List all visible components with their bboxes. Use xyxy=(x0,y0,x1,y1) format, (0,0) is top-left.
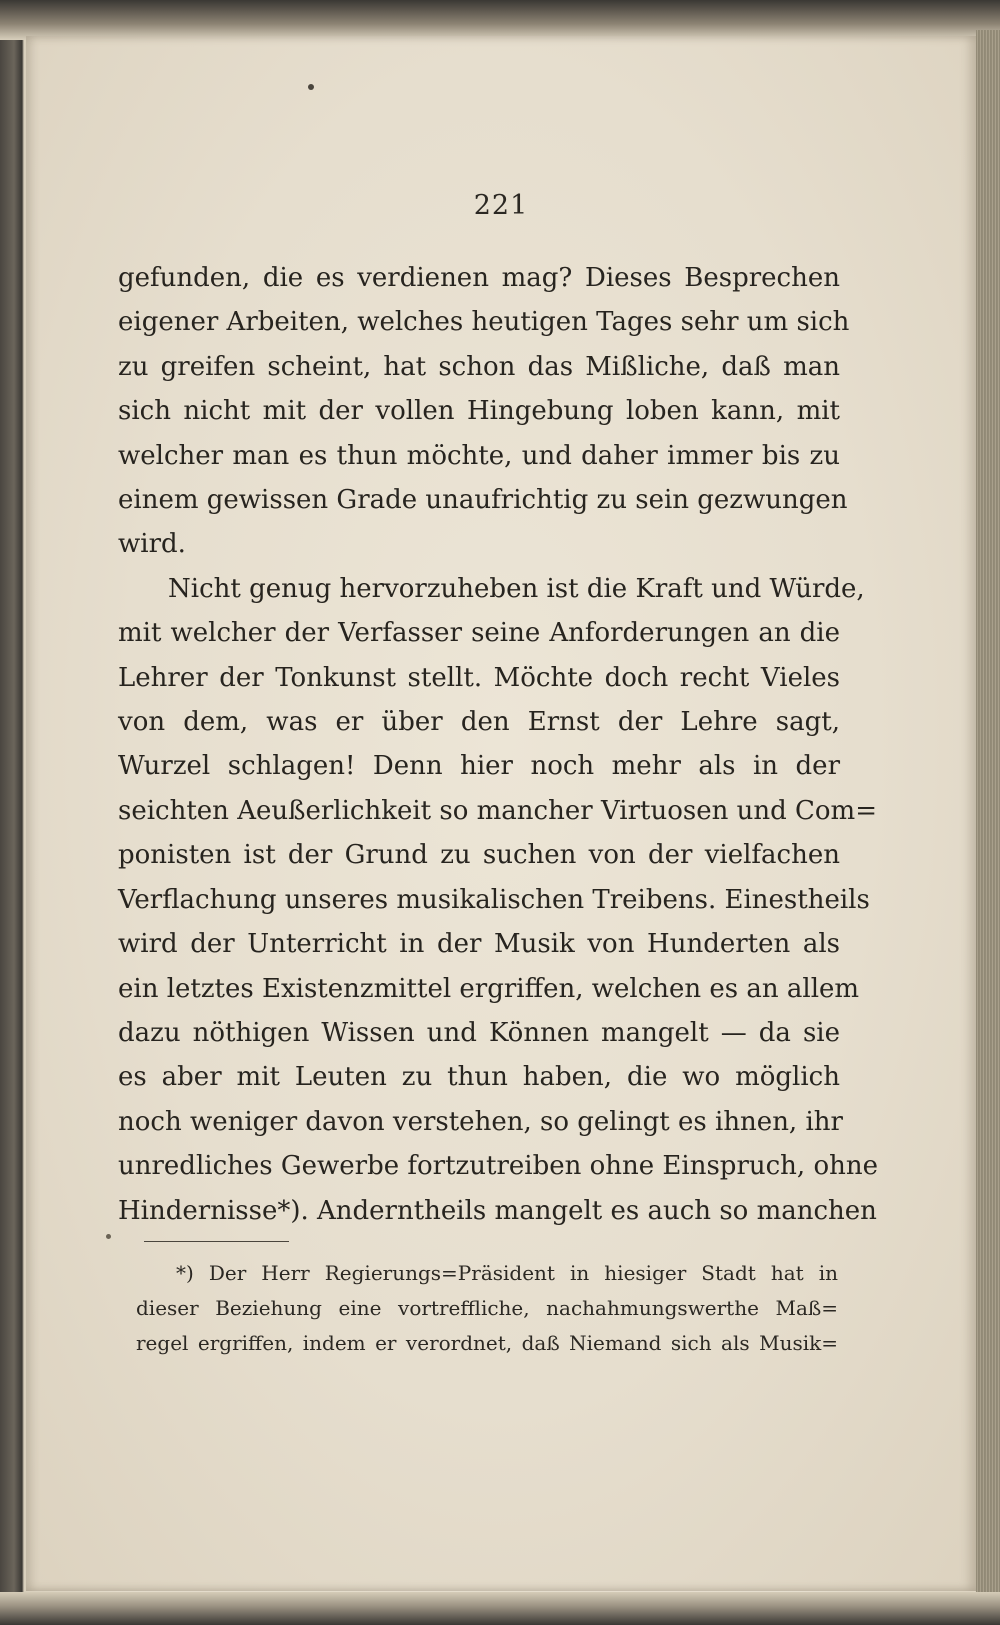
text-line: einem gewissen Grade unaufrichtig zu sein gezwungen xyxy=(118,485,848,516)
text-line: noch weniger davon verstehen, so gelingt es ihnen, ihr xyxy=(118,1106,843,1137)
text-line: ponisten ist der Grund zu suchen von der vielfachen xyxy=(118,840,840,871)
text-line: seichten Aeußerlichkeit so mancher Virtuosen und Com= xyxy=(118,795,877,826)
ink-dot xyxy=(106,1234,111,1239)
text-line: eigener Arbeiten, welches heutigen Tages sehr um sich xyxy=(118,307,850,338)
page-top-edge xyxy=(0,0,1000,40)
text-line: Nicht genug hervorzuheben ist die Kraft und Würde, xyxy=(168,573,865,604)
page-number: 221 xyxy=(473,190,529,221)
book-page xyxy=(26,36,976,1591)
text-line: dazu nöthigen Wissen und Können mangelt — da sie xyxy=(118,1017,840,1048)
page-stack-edge xyxy=(976,30,1000,1600)
text-line: Wurzel schlagen! Denn hier noch mehr als in der xyxy=(118,751,840,782)
footnote-line: regel ergriffen, indem er verordnet, daß Niemand sich als Musik= xyxy=(136,1331,838,1355)
text-line: ein letztes Existenzmittel ergriffen, welchen es an allem xyxy=(118,973,860,1004)
text-line: es aber mit Leuten zu thun haben, die wo möglich xyxy=(118,1062,840,1093)
paragraph-2 xyxy=(118,567,878,1233)
text-line: von dem, was er über den Ernst der Lehre sagt, xyxy=(118,707,840,738)
text-line: gefunden, die es verdienen mag? Dieses Besprechen xyxy=(118,263,840,293)
text-line: unredliches Gewerbe fortzutreiben ohne Einspruch, ohne xyxy=(118,1151,878,1182)
text-line: Verflachung unseres musikalischen Treibens. Einestheils xyxy=(118,884,870,915)
footnote-line: *) Der Herr Regierungs=Präsident in hiesiger Stadt hat in xyxy=(176,1261,838,1285)
ink-dot xyxy=(308,84,314,90)
text-line: Lehrer der Tonkunst stellt. Möchte doch recht Vieles xyxy=(118,662,840,693)
text-line: zu greifen scheint, hat schon das Mißliche, daß man xyxy=(118,351,840,382)
text-line: sich nicht mit der vollen Hingebung loben kann, mit xyxy=(118,396,840,427)
text-line: mit welcher der Verfasser seine Anforderungen an die xyxy=(118,618,840,649)
footnote-line: dieser Beziehung eine vortreffliche, nachahmungswerthe Maß= xyxy=(136,1296,838,1320)
text-line: wird der Unterricht in der Musik von Hunderten als xyxy=(118,929,840,960)
text-line: wird. xyxy=(118,529,186,560)
footnote xyxy=(136,1256,838,1361)
page-bottom-edge xyxy=(0,1592,1000,1625)
paragraph-1 xyxy=(118,256,850,567)
text-line: welcher man es thun möchte, und daher immer bis zu xyxy=(118,440,840,471)
body-text xyxy=(118,256,878,1233)
footnote-divider xyxy=(144,1241,289,1242)
text-line: Hindernisse*). Anderntheils mangelt es auch so manchen xyxy=(118,1195,877,1226)
